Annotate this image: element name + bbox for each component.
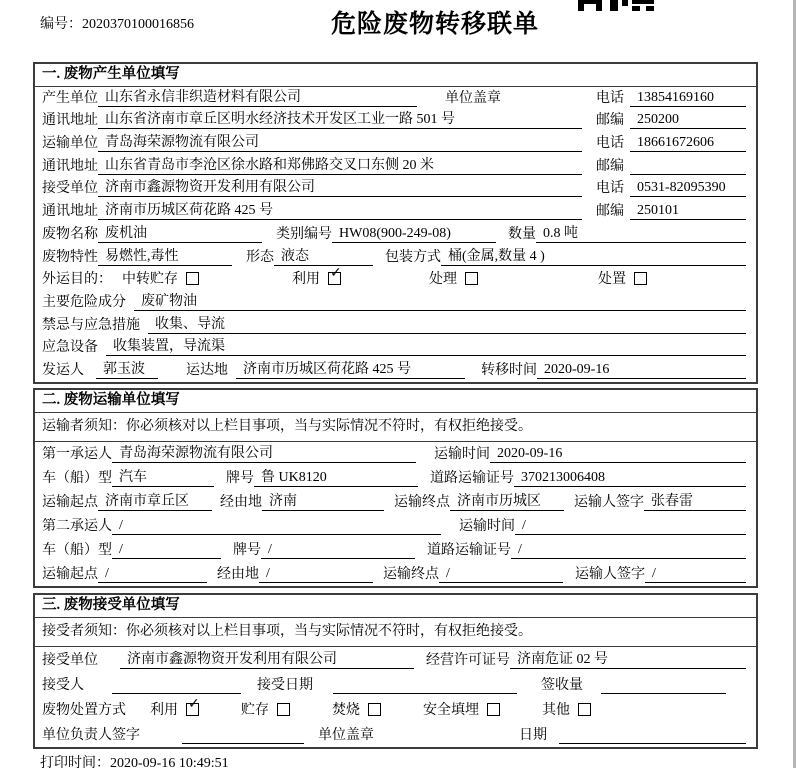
waste-form-label: 形态 xyxy=(246,249,274,265)
receiver-address-row xyxy=(35,200,756,223)
section-transporter-title: 二. 废物运输单位填写 xyxy=(35,390,756,413)
producer-address-label: 通讯地址 xyxy=(42,113,98,129)
producer-address-row xyxy=(35,110,756,133)
checkbox-unchecked-icon xyxy=(634,272,647,285)
transport-purpose-label: 外运目的： xyxy=(42,272,112,288)
checkbox-unchecked-icon xyxy=(465,272,478,285)
second-origin-label: 运输起点 xyxy=(42,566,98,582)
transporter-notice: 运输者须知：你必须核对以上栏目事项，当与实际情况不符时，有权拒绝接受。 xyxy=(35,413,756,442)
checkbox-checked-icon: ✓ xyxy=(328,272,341,285)
first-road-license-value: 370213006408 xyxy=(514,469,746,487)
waste-packing-value: 桶(金属,数量 4 ) xyxy=(441,248,746,266)
first-carrier-label: 第一承运人 xyxy=(42,446,112,462)
leader-sign-label: 单位负责人签字 xyxy=(42,727,140,743)
first-vehicle-row xyxy=(35,466,756,490)
leader-sign-row xyxy=(35,722,756,747)
waste-character-label: 废物特性 xyxy=(42,249,98,265)
transporter-zip-label: 邮编 xyxy=(596,158,624,174)
receiver-row xyxy=(35,178,756,201)
disposal-landfill-label: 安全填埋 xyxy=(423,702,479,718)
qr-code-fragment xyxy=(578,0,658,16)
first-plate-value: 鲁 UK8120 xyxy=(254,469,418,487)
hazard-component-row xyxy=(35,291,756,314)
document-number xyxy=(40,13,194,33)
purpose-option-dispose xyxy=(598,271,647,288)
taboo-measures-row xyxy=(35,314,756,337)
purpose-option-treat xyxy=(429,271,478,288)
first-plate-label: 牌号 xyxy=(226,470,254,486)
disposal-option-other xyxy=(542,702,591,719)
producer-label: 产生单位 xyxy=(42,90,98,106)
first-vehicle-type-label: 车（船）型 xyxy=(42,470,112,486)
destination-value: 济南市历城区荷花路 425 号 xyxy=(236,361,465,379)
receiver-address-value: 济南市历城区荷花路 425 号 xyxy=(98,202,582,220)
disposal-incinerate-label: 焚烧 xyxy=(332,702,360,718)
receiver-address-label: 通讯地址 xyxy=(42,204,98,220)
disposal-option-incinerate xyxy=(332,702,381,719)
accept-date-value xyxy=(333,677,517,694)
purpose-option-transfer-storage xyxy=(122,271,199,288)
receiver-phone-label: 电话 xyxy=(596,181,624,197)
section-producer xyxy=(33,62,758,384)
acceptor-value xyxy=(112,677,241,694)
unit-seal-label: 单位盖章 xyxy=(318,727,374,743)
shipper-label: 发运人 xyxy=(42,362,84,378)
second-end-label: 运输终点 xyxy=(383,566,439,582)
transporter-phone-value: 18661672606 xyxy=(630,134,746,152)
waste-quantity-label: 数量 xyxy=(508,226,536,242)
waste-category-value: HW08(900-249-08) xyxy=(332,225,496,243)
receiver-label: 接受单位 xyxy=(42,181,98,197)
accept-unit-label: 接受单位 xyxy=(42,652,98,668)
second-vehicle-type-label: 车（船）型 xyxy=(42,542,112,558)
waste-packing-label: 包装方式 xyxy=(385,249,441,265)
second-carrier-label: 第二承运人 xyxy=(42,518,112,534)
second-carrier-sign-value: / xyxy=(645,565,746,583)
transporter-phone-label: 电话 xyxy=(596,136,624,152)
first-carrier-time-label: 运输时间 xyxy=(434,446,490,462)
transport-purpose-row xyxy=(35,265,756,292)
waste-name-row xyxy=(35,223,756,246)
second-vehicle-type-value: / xyxy=(112,541,221,559)
first-end-label: 运输终点 xyxy=(394,494,450,510)
transporter-value: 青岛海荣源物流有限公司 xyxy=(98,134,582,152)
emergency-equipment-label: 应急设备 xyxy=(42,340,98,356)
disposal-method-row xyxy=(35,697,756,722)
second-end-value: / xyxy=(439,565,563,583)
transporter-row xyxy=(35,132,756,155)
permit-number-value: 济南危证 02 号 xyxy=(510,651,746,669)
transporter-address-value: 山东省青岛市李沧区徐水路和郑佛路交叉口东侧 20 米 xyxy=(98,157,582,175)
producer-seal-label: 单位盖章 xyxy=(445,90,501,106)
transporter-zip-value xyxy=(630,158,746,175)
producer-zip-label: 邮编 xyxy=(596,113,624,129)
waste-character-value: 易燃性,毒性 xyxy=(98,248,232,266)
second-carrier-value: / xyxy=(112,517,441,535)
purpose-utilize-label: 利用 xyxy=(292,272,320,288)
first-route-row xyxy=(35,490,756,514)
producer-phone-label: 电话 xyxy=(596,90,624,106)
document-number-value: 2020370100016856 xyxy=(82,17,194,32)
waste-category-label: 类别编号 xyxy=(276,226,332,242)
purpose-dispose-label: 处置 xyxy=(598,272,626,288)
signed-quantity-value xyxy=(601,677,726,694)
transporter-address-label: 通讯地址 xyxy=(42,158,98,174)
receiver-zip-value: 250101 xyxy=(630,202,746,220)
permit-number-label: 经营许可证号 xyxy=(426,652,510,668)
print-time-value: 2020-09-16 10:49:51 xyxy=(110,755,229,768)
disposal-option-landfill xyxy=(423,702,500,719)
disposal-option-utilize xyxy=(150,695,200,719)
checkbox-unchecked-icon xyxy=(186,272,199,285)
checkbox-unchecked-icon xyxy=(368,703,381,716)
second-road-license-value: / xyxy=(511,541,746,559)
purpose-treat-label: 处理 xyxy=(429,272,457,288)
second-plate-label: 牌号 xyxy=(233,542,261,558)
second-road-license-label: 道路运输证号 xyxy=(427,542,511,558)
waste-form-value: 液态 xyxy=(274,248,373,266)
first-carrier-row xyxy=(35,442,756,466)
emergency-equipment-value: 收集装置，导流渠 xyxy=(106,338,746,356)
first-via-value: 济南 xyxy=(262,493,384,511)
hazard-component-value: 废矿物油 xyxy=(134,293,746,311)
first-origin-label: 运输起点 xyxy=(42,494,98,510)
purpose-option-utilize xyxy=(292,265,342,288)
receiver-notice: 接受者须知：你必须核对以上栏目事项，当与实际情况不符时，有权拒绝接受。 xyxy=(35,618,756,647)
destination-label: 运达地 xyxy=(186,362,228,378)
section-transporter xyxy=(33,388,758,588)
section-producer-title: 一. 废物产生单位填写 xyxy=(35,64,756,87)
disposal-utilize-label: 利用 xyxy=(150,702,178,718)
hazard-component-label: 主要危险成分 xyxy=(42,294,126,310)
first-road-license-label: 道路运输证号 xyxy=(430,470,514,486)
shipper-row xyxy=(35,359,756,382)
qr-code-fragment-icon xyxy=(578,0,658,11)
accept-date-label: 接受日期 xyxy=(257,677,313,693)
transfer-time-value: 2020-09-16 xyxy=(537,361,746,379)
document-number-label: 编号： xyxy=(40,17,82,32)
producer-phone-value: 13854169160 xyxy=(630,89,746,107)
second-via-label: 经由地 xyxy=(217,566,259,582)
first-carrier-sign-value: 张春雷 xyxy=(644,493,746,511)
first-origin-value: 济南市章丘区 xyxy=(98,493,212,511)
checkbox-checked-icon: ✓ xyxy=(186,703,199,716)
print-time xyxy=(0,752,796,768)
disposal-option-storage xyxy=(241,702,290,719)
waste-quantity-value: 0.8 吨 xyxy=(536,225,746,243)
shipper-value: 郭玉波 xyxy=(96,361,158,379)
first-vehicle-type-value: 汽车 xyxy=(112,469,214,487)
second-carrier-row xyxy=(35,514,756,538)
checkbox-unchecked-icon xyxy=(487,703,500,716)
producer-value: 山东省永信非织造材料有限公司 xyxy=(98,89,417,107)
disposal-other-label: 其他 xyxy=(542,702,570,718)
disposal-method-label: 废物处置方式 xyxy=(42,702,126,718)
transfer-time-label: 转移时间 xyxy=(481,362,537,378)
taboo-measures-label: 禁忌与应急措施 xyxy=(42,317,140,333)
second-route-row xyxy=(35,562,756,586)
document-header xyxy=(0,0,796,62)
first-carrier-time-value: 2020-09-16 xyxy=(490,445,746,463)
second-plate-value: / xyxy=(261,541,415,559)
signed-quantity-label: 签收量 xyxy=(541,677,583,693)
transporter-address-row xyxy=(35,155,756,178)
second-vehicle-row xyxy=(35,538,756,562)
document-title: 危险废物转移联单 xyxy=(331,11,540,38)
waste-name-value: 废机油 xyxy=(98,225,262,243)
receiver-phone-value: 0531-82095390 xyxy=(630,179,746,197)
first-end-value: 济南市历城区 xyxy=(450,493,564,511)
leader-sign-value xyxy=(182,727,304,744)
producer-address-value: 山东省济南市章丘区明水经济技术开发区工业一路 501 号 xyxy=(98,111,582,129)
acceptor-label: 接受人 xyxy=(42,677,84,693)
transporter-label: 运输单位 xyxy=(42,136,98,152)
waste-character-row xyxy=(35,246,756,269)
accept-unit-row xyxy=(35,647,756,672)
second-carrier-time-label: 运输时间 xyxy=(459,518,515,534)
second-carrier-sign-label: 运输人签字 xyxy=(575,566,645,582)
second-carrier-time-value: / xyxy=(515,517,746,535)
checkbox-unchecked-icon xyxy=(578,703,591,716)
purpose-transfer-storage-label: 中转贮存 xyxy=(122,272,178,288)
producer-row xyxy=(35,87,756,110)
waste-name-label: 废物名称 xyxy=(42,226,98,242)
disposal-storage-label: 贮存 xyxy=(241,702,269,718)
accept-unit-value: 济南市鑫源物资开发利用有限公司 xyxy=(120,651,414,669)
section-receiver xyxy=(33,593,758,749)
seal-date-label: 日期 xyxy=(519,727,547,743)
producer-zip-value: 250200 xyxy=(630,111,746,129)
first-via-label: 经由地 xyxy=(220,494,262,510)
acceptor-row xyxy=(35,672,756,697)
taboo-measures-value: 收集、导流 xyxy=(148,316,746,334)
emergency-equipment-row xyxy=(35,337,756,360)
second-via-value: / xyxy=(259,565,373,583)
first-carrier-sign-label: 运输人签字 xyxy=(574,494,644,510)
print-time-label: 打印时间： xyxy=(40,755,110,768)
section-receiver-title: 三. 废物接受单位填写 xyxy=(35,595,756,618)
seal-date-value xyxy=(559,727,746,744)
first-carrier-value: 青岛海荣源物流有限公司 xyxy=(112,445,416,463)
receiver-value: 济南市鑫源物资开发利用有限公司 xyxy=(98,179,582,197)
checkbox-unchecked-icon xyxy=(277,703,290,716)
receiver-zip-label: 邮编 xyxy=(596,204,624,220)
second-origin-value: / xyxy=(98,565,207,583)
